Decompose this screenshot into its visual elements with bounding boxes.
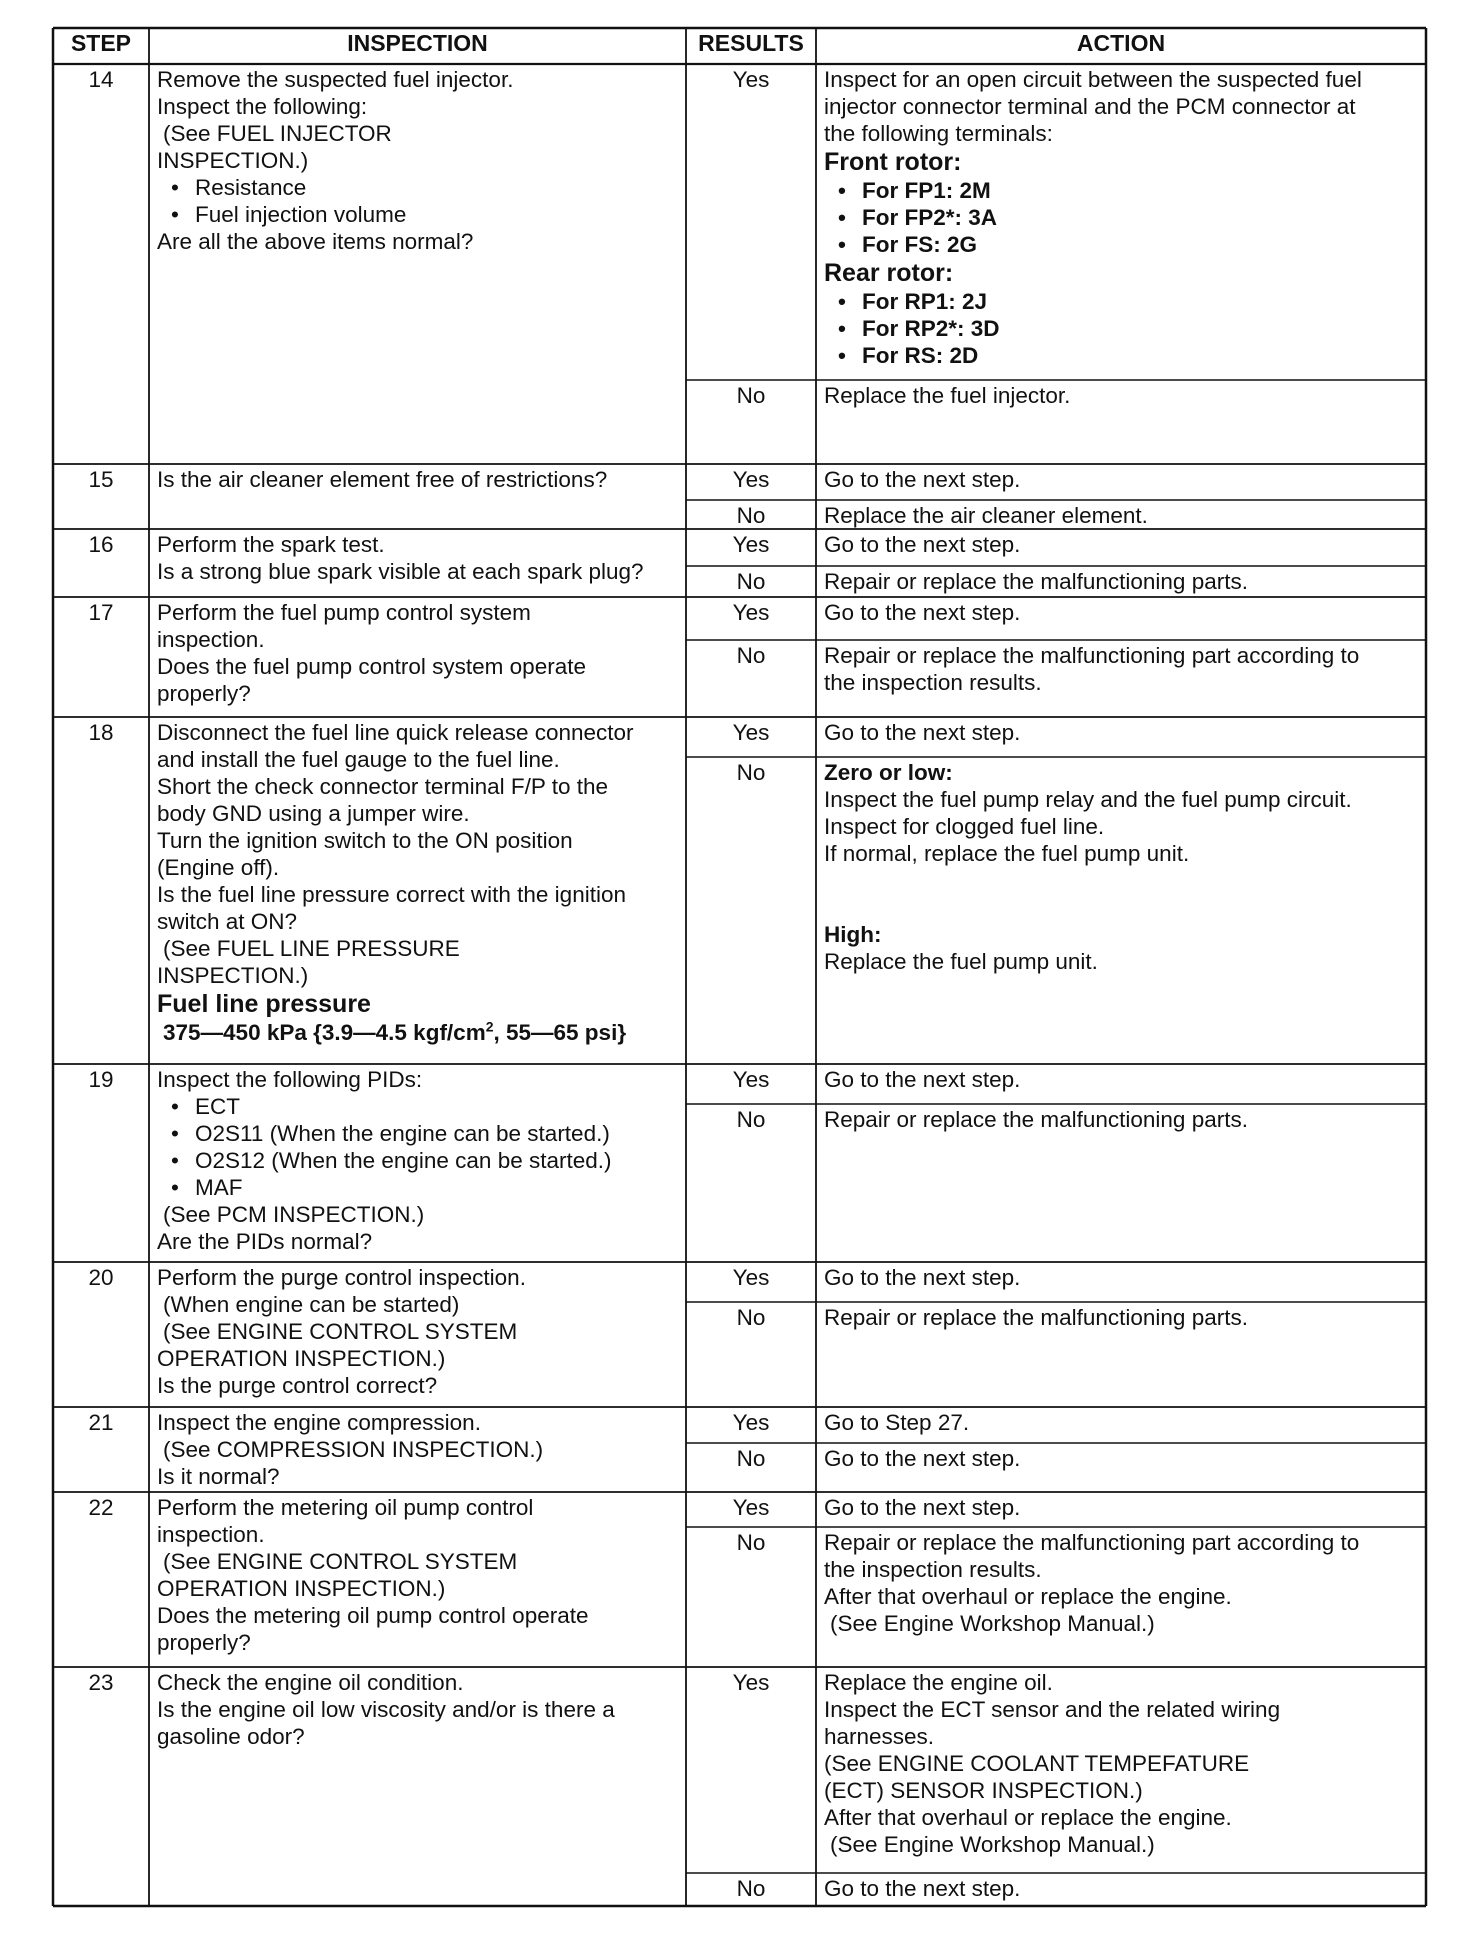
text-line: 375—450 kPa {3.9—4.5 kgf/$cm^2$, 55—65 psi} [163, 1018, 627, 1045]
text-line: Go to the next step. [824, 1495, 1021, 1520]
text-line: (See Engine Workshop Manual.) [830, 1611, 1155, 1636]
text-line: Go to the next step. [824, 1265, 1021, 1290]
bullet-item: • Fuel injection volume [157, 201, 678, 228]
text-line: Go to the next step. [824, 467, 1021, 492]
text-line: Perform the metering oil pump control [157, 1495, 534, 1520]
result-no: No [736, 643, 766, 668]
result-yes: Yes [732, 1495, 770, 1520]
text-line: Does the fuel pump control system operate [157, 654, 586, 679]
text-line: Repair or replace the malfunctioning part according to [824, 643, 1360, 668]
result-yes: Yes [732, 67, 770, 92]
text-line: Inspect the following: [157, 94, 368, 119]
text-line: (See COMPRESSION INSPECTION.) [163, 1437, 544, 1462]
step-number: 18 [88, 720, 114, 745]
step-number: 16 [88, 532, 114, 557]
text-line: Are all the above items normal? [157, 229, 474, 254]
text-line: (See FUEL LINE PRESSURE [163, 936, 460, 961]
text-line: Disconnect the fuel line quick release connector [157, 720, 634, 745]
text-line: After that overhaul or replace the engine. [824, 1584, 1232, 1609]
text-line: Go to the next step. [824, 1067, 1021, 1092]
text-line: the inspection results. [824, 1557, 1042, 1582]
text-line: (See ENGINE CONTROL SYSTEM [163, 1549, 518, 1574]
result-yes: Yes [732, 1265, 770, 1290]
text-line: (See ENGINE CONTROL SYSTEM [163, 1319, 518, 1344]
text-line: (See FUEL INJECTOR [163, 121, 392, 146]
text-line: OPERATION INSPECTION.) [157, 1346, 446, 1371]
text-line: Is the fuel line pressure correct with the ignition [157, 882, 626, 907]
text-line: Inspect the engine compression. [157, 1410, 481, 1435]
header-inspection: INSPECTION [347, 30, 488, 56]
result-yes: Yes [732, 600, 770, 625]
result-yes: Yes [732, 720, 770, 745]
result-yes: Yes [732, 1410, 770, 1435]
text-line: (When engine can be started) [163, 1292, 460, 1317]
text-line: (See Engine Workshop Manual.) [830, 1832, 1155, 1857]
text-line: the following terminals: [824, 121, 1053, 146]
bullet-item: • O2S11 (When the engine can be started.) [157, 1120, 678, 1147]
text-line: OPERATION INSPECTION.) [157, 1576, 446, 1601]
bullet-item: • ECT [157, 1093, 678, 1120]
text-line: injector connector terminal and the PCM connector at [824, 94, 1356, 119]
result-no: No [736, 503, 766, 528]
text-line: (See ENGINE COOLANT TEMPEFATURE [824, 1751, 1250, 1776]
step-number: 19 [88, 1067, 114, 1092]
text-line: and install the fuel gauge to the fuel line. [157, 747, 560, 772]
text-line: harnesses. [824, 1724, 935, 1749]
bullet-item: • For RS: 2D [824, 342, 1418, 369]
text-line: If normal, replace the fuel pump unit. [824, 841, 1190, 866]
text-line: properly? [157, 1630, 251, 1655]
result-yes: Yes [732, 467, 770, 492]
text-line: Fuel line pressure [157, 990, 371, 1018]
text-line: Replace the air cleaner element. [824, 503, 1148, 528]
result-no: No [736, 383, 766, 408]
text-line: (ECT) SENSOR INSPECTION.) [824, 1778, 1143, 1803]
text-line: Go to the next step. [824, 532, 1021, 557]
text-line: Go to the next step. [824, 600, 1021, 625]
text-line: INSPECTION.) [157, 963, 309, 988]
text-line: Inspect for clogged fuel line. [824, 814, 1105, 839]
text-line: Perform the fuel pump control system [157, 600, 531, 625]
result-no: No [736, 1107, 766, 1132]
text-line: Short the check connector terminal F/P to the [157, 774, 609, 799]
text-line: Does the metering oil pump control operate [157, 1603, 589, 1628]
result-no: No [736, 1446, 766, 1471]
text-line: Repair or replace the malfunctioning part according to [824, 1530, 1360, 1555]
text-line: inspection. [157, 1522, 265, 1547]
text-line: Is a strong blue spark visible at each spark plug? [157, 559, 644, 584]
result-yes: Yes [732, 1670, 770, 1695]
text-line: properly? [157, 681, 251, 706]
text-line: Inspect the following PIDs: [157, 1067, 423, 1092]
result-yes: Yes [732, 1067, 770, 1092]
bullet-item: • For RP1: 2J [824, 288, 1418, 315]
step-number: 21 [88, 1410, 114, 1435]
text-line: inspection. [157, 627, 265, 652]
result-no: No [736, 569, 766, 594]
header-step: STEP [70, 30, 132, 56]
result-no: No [736, 760, 766, 785]
bullet-item: • MAF [157, 1174, 678, 1201]
bullet-item: • Resistance [157, 174, 678, 201]
result-no: No [736, 1305, 766, 1330]
text-line: Inspect the fuel pump relay and the fuel pump circuit. [824, 787, 1352, 812]
result-no: No [736, 1530, 766, 1555]
step-number: 14 [88, 67, 114, 92]
text-line: Go to the next step. [824, 720, 1021, 745]
bullet-item: • For FS: 2G [824, 231, 1418, 258]
text-line: Go to the next step. [824, 1876, 1021, 1901]
text-line: Replace the engine oil. [824, 1670, 1053, 1695]
text-line: (See PCM INSPECTION.) [163, 1202, 425, 1227]
bullet-item: • O2S12 (When the engine can be started.) [157, 1147, 678, 1174]
text-line: body GND using a jumper wire. [157, 801, 470, 826]
text-line: Is it normal? [157, 1464, 280, 1489]
text-line: Turn the ignition switch to the ON position [157, 828, 573, 853]
text-line: Inspect for an open circuit between the suspected fuel [824, 67, 1362, 92]
text-line: Inspect the ECT sensor and the related wiring [824, 1697, 1281, 1722]
bullet-item: • For FP1: 2M [824, 177, 1418, 204]
result-yes: Yes [732, 532, 770, 557]
text-line: Check the engine oil condition. [157, 1670, 464, 1695]
step-number: 15 [88, 467, 114, 492]
step-number: 17 [88, 600, 114, 625]
result-no: No [736, 1876, 766, 1901]
text-line: Rear rotor: [824, 259, 954, 287]
bullet-item: • For FP2*: 3A [824, 204, 1418, 231]
text-line: Front rotor: [824, 148, 962, 176]
bullet-item: • For RP2*: 3D [824, 315, 1418, 342]
text-line: Repair or replace the malfunctioning parts. [824, 1305, 1248, 1330]
text-line: the inspection results. [824, 670, 1042, 695]
step-number: 22 [88, 1495, 114, 1520]
text-line: INSPECTION.) [157, 148, 309, 173]
text-line: Is the engine oil low viscosity and/or is there a [157, 1697, 615, 1722]
text-line: Are the PIDs normal? [157, 1229, 373, 1254]
step-number: 23 [88, 1670, 114, 1695]
text-line: Go to Step 27. [824, 1410, 970, 1435]
text-line: Perform the purge control inspection. [157, 1265, 526, 1290]
text-line: Is the purge control correct? [157, 1373, 438, 1398]
text-line: After that overhaul or replace the engine. [824, 1805, 1232, 1830]
text-line: (Engine off). [157, 855, 280, 880]
step-number: 20 [88, 1265, 114, 1290]
text-line: Perform the spark test. [157, 532, 385, 557]
text-line: Remove the suspected fuel injector. [157, 67, 514, 92]
text-line: Is the air cleaner element free of restrictions? [157, 467, 608, 492]
text-line: gasoline odor? [157, 1724, 305, 1749]
text-line: High: [824, 922, 882, 947]
text-line: Replace the fuel pump unit. [824, 949, 1098, 974]
header-action: ACTION [1076, 30, 1166, 56]
text-line: switch at ON? [157, 909, 298, 934]
text-line: Repair or replace the malfunctioning parts. [824, 569, 1248, 594]
text-line: Zero or low: [824, 760, 953, 785]
text-line: Go to the next step. [824, 1446, 1021, 1471]
text-line: Repair or replace the malfunctioning parts. [824, 1107, 1248, 1132]
text-line: Replace the fuel injector. [824, 383, 1071, 408]
header-results: RESULTS [698, 30, 804, 56]
